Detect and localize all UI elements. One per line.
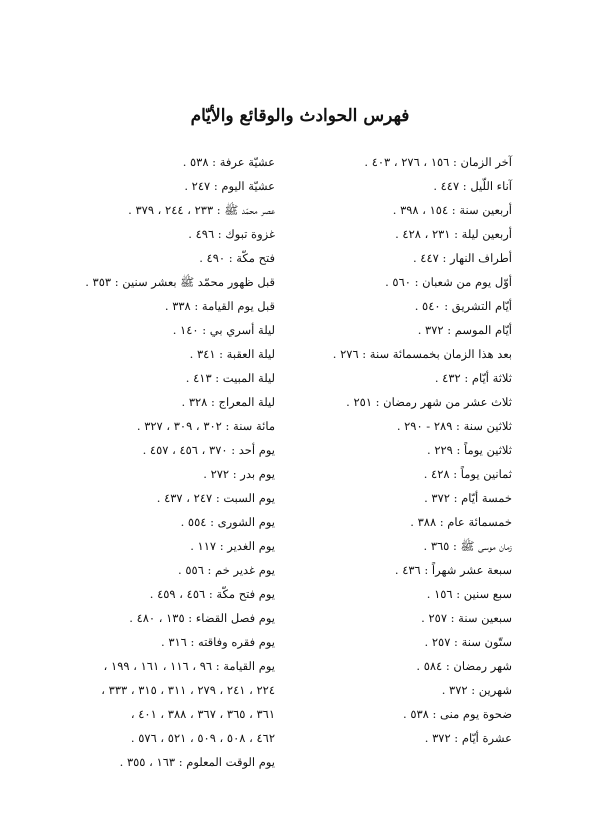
index-entry: ليلة المبيت : ٤١٣ . bbox=[185, 371, 275, 385]
index-entry: عشرة أيّام : ٣٧٢ . bbox=[424, 731, 512, 745]
index-entry: ستّون سنة : ٢٥٧ . bbox=[424, 635, 512, 649]
index-entry: أربعين سنة : ١٥٤ ، ٣٩٨ . bbox=[392, 203, 512, 217]
index-entry: أيّام الموسم : ٣٧٢ . bbox=[417, 323, 512, 337]
index-entry: يوم الغدير : ١١٧ . bbox=[190, 539, 275, 553]
index-entry: يوم القيامة : ٩٦ ، ١١٦ ، ١٦١ ، ١٩٩ ، bbox=[103, 659, 275, 673]
index-entry: أربعين ليلة : ٢٣١ ، ٤٢٨ . bbox=[395, 227, 512, 241]
index-entry: يوم فقره وفاقته : ٣١٦ . bbox=[161, 635, 275, 649]
index-entry: ثلاثين يوماً : ٢٢٩ . bbox=[427, 443, 512, 457]
index-entry: سبعين سنة : ٢٥٧ . bbox=[421, 611, 512, 625]
page-title: فهرس الحوادث والوقائع والأيّام bbox=[190, 106, 410, 126]
index-entry: يوم بدر : ٢٧٢ . bbox=[203, 467, 275, 481]
index-entry: يوم الشورى : ٥٥٤ . bbox=[180, 515, 275, 529]
index-entry: ثلاثة أيّام : ٤٣٢ . bbox=[434, 371, 512, 385]
index-entry: سبعة عشر شهراً : ٤٣٦ . bbox=[394, 563, 512, 577]
index-entry: يوم فتح مكّة : ٤٥٦ ، ٤٥٩ . bbox=[149, 587, 275, 601]
index-entry: عشيّة عرفة : ٥٣٨ . bbox=[182, 155, 275, 169]
index-entry: ثلاثين سنة : ٢٨٩ - ٢٩٠ . bbox=[396, 419, 512, 433]
index-entry-continuation: ٣٦١ ، ٣٦٥ ، ٣٦٧ ، ٣٨٨ ، ٤٠١ ، bbox=[130, 707, 275, 721]
index-entry: خمسمائة عام : ٣٨٨ . bbox=[410, 515, 512, 529]
index-column-right bbox=[282, 150, 512, 750]
index-entry: عشيّة اليوم : ٢٤٧ . bbox=[184, 179, 275, 193]
index-entry: سبع سنين : ١٥٦ . bbox=[426, 587, 512, 601]
index-entry: خمسة أيّام : ٣٧٢ . bbox=[424, 491, 512, 505]
index-entry: ثمانين يوماً : ٤٢٨ . bbox=[423, 467, 512, 481]
index-entry: قبل ظهور محمّد ﷺ بعشر سنين : ٣٥٣ . bbox=[85, 275, 275, 289]
index-entry: غزوة تبوك : ٤٩٦ . bbox=[188, 227, 275, 241]
index-entry: شهرين : ٣٧٢ . bbox=[441, 683, 512, 697]
index-entry: ليلة المعراج : ٣٢٨ . bbox=[181, 395, 275, 409]
index-entry: بعد هذا الزمان بخمسمائة سنة : ٢٧٦ . bbox=[332, 347, 512, 361]
index-entry: يوم أحد : ٣٧٠ ، ٤٥٦ ، ٤٥٧ . bbox=[142, 443, 275, 457]
index-entry: فتح مكّة : ٤٩٠ . bbox=[199, 251, 275, 265]
index-entry: شهر رمضان : ٥٨٤ . bbox=[416, 659, 512, 673]
index-entry-continuation: ٤٦٢ ، ٥٠٨ ، ٥٠٩ ، ٥٢١ ، ٥٧٦ . bbox=[130, 731, 275, 745]
index-entry: عصر محمّد ﷺ : ٢٣٣ ، ٢٤٤ ، ٣٧٩ . bbox=[128, 203, 275, 217]
index-entry: قبل يوم القيامة : ٣٣٨ . bbox=[164, 299, 275, 313]
index-entry: أطراف النهار : ٤٤٧ . bbox=[412, 251, 512, 265]
index-entry: يوم السبت : ٢٤٧ ، ٤٣٧ . bbox=[156, 491, 275, 505]
index-entry: آناء اللّيل : ٤٤٧ . bbox=[433, 179, 512, 193]
index-entry: أيّام التشريق : ٥٤٠ . bbox=[414, 299, 512, 313]
index-entry: مائة سنة : ٣٠٢ ، ٣٠٩ ، ٣٢٧ . bbox=[136, 419, 275, 433]
index-entry: زمان موسى ﷺ : ٣٦٥ . bbox=[423, 539, 512, 553]
index-entry: ليلة أسري بي : ١٤٠ . bbox=[172, 323, 275, 337]
index-entry: يوم فصل القضاء : ١٣٥ ، ٤٨٠ . bbox=[129, 611, 275, 625]
index-entry: أوّل يوم من شعبان : ٥٦٠ . bbox=[385, 275, 512, 289]
index-entry-continuation: ٢٢٤ ، ٢٤١ ، ٢٧٩ ، ٣١١ ، ٣١٥ ، ٣٣٣ ، bbox=[101, 683, 275, 697]
index-entry: يوم الوقت المعلوم : ١٦٣ ، ٣٥٥ . bbox=[119, 755, 275, 769]
index-entry: آخر الزمان : ١٥٦ ، ٢٧٦ ، ٤٠٣ . bbox=[364, 155, 512, 169]
index-entry: يوم غدير خم : ٥٥٦ . bbox=[178, 563, 275, 577]
index-entry: ضحوة يوم منى : ٥٣٨ . bbox=[403, 707, 512, 721]
index-entry: ليلة العقبة : ٣٤١ . bbox=[189, 347, 275, 361]
index-entry: ثلاث عشر من شهر رمضان : ٢٥١ . bbox=[346, 395, 512, 409]
index-column-left bbox=[40, 150, 275, 774]
